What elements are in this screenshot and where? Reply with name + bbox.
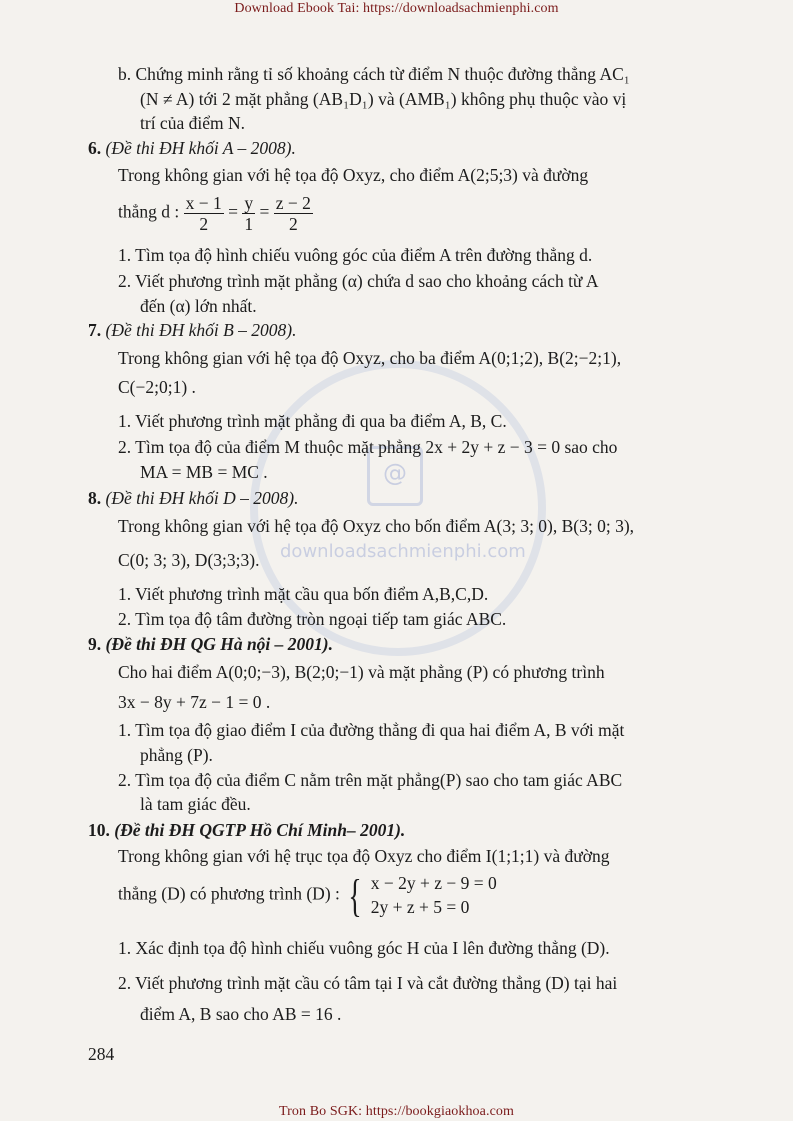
problem-number: 8. <box>88 488 102 508</box>
problem-source: (Đề thi ĐH khối D – 2008). <box>105 488 299 508</box>
system-brace: { <box>348 869 362 921</box>
text-line: 2. Viết phương trình mặt phẳng (α) chứa d sao cho khoảng cách từ A <box>118 271 599 291</box>
text-line: Trong không gian với hệ tọa độ Oxyz, cho điểm A(2;5;3) và đường <box>118 165 589 185</box>
text-line: 1. Xác định tọa độ hình chiếu vuông góc H của I lên đường thẳng (D). <box>118 938 610 958</box>
watermark-at-icon: @ <box>367 446 423 506</box>
equation-line: thẳng d : $\frac{x - 1}{2}$ = $\frac{y}{1}$ = $\frac{z - 2}{2}$ <box>118 193 311 235</box>
text-line: 2. Viết phương trình mặt cầu có tâm tại I và cắt đường thẳng (D) tại hai <box>118 973 618 993</box>
problem-source: (Đề thi ĐH khối A – 2008). <box>105 138 296 158</box>
problem-number: 6. <box>88 138 102 158</box>
text-line: 1. Viết phương trình mặt phẳng đi qua ba điểm A, B, C. <box>118 411 507 431</box>
text-line: MA = MB = MC . <box>140 462 268 482</box>
problem-number: 9. <box>88 634 102 654</box>
text-line: điểm A, B sao cho AB = 16 . <box>140 1004 342 1024</box>
text-line: 2. Tìm tọa độ của điểm C nằm trên mặt phẳng(P) sao cho tam giác ABC <box>118 770 623 790</box>
text-line: Cho hai điểm A(0;0;−3), B(2;0;−1) và mặt phẳng (P) có phương trình <box>118 662 605 682</box>
text-line: đến (α) lớn nhất. <box>140 296 257 316</box>
fraction: $\frac{z - 2}{2}$ <box>275 193 311 235</box>
problem-source: (Đề thi ĐH khối B – 2008). <box>105 320 297 340</box>
text-line: 3x − 8y + 7z − 1 = 0 . <box>118 692 271 712</box>
problem-number: 7. <box>88 320 102 340</box>
text-line: Trong không gian với hệ trục tọa độ Oxyz cho điểm I(1;1;1) và đường <box>118 846 610 866</box>
text-line: trí của điểm N. <box>140 113 245 133</box>
problem-8-heading <box>88 488 298 509</box>
text-line: C(0; 3; 3), D(3;3;3). <box>118 550 260 570</box>
page-footer-link[interactable]: Tron Bo SGK: https://bookgiaokhoa.com <box>279 1104 514 1119</box>
text-line: 1. Viết phương trình mặt cầu qua bốn điểm A,B,C,D. <box>118 584 489 604</box>
equation-system: x − 2y + z − 9 = 0 2y + z + 5 = 0 <box>370 873 497 917</box>
problem-7-heading <box>88 320 297 341</box>
watermark-text: downloadsachmienphi.com <box>280 541 526 562</box>
equation-line <box>118 869 497 921</box>
text-line: thẳng (D) có phương trình (D) : <box>118 883 340 904</box>
fraction: $\frac{x - 1}{2}$ <box>185 193 222 235</box>
text-line: C(−2;0;1) . <box>118 377 196 397</box>
text-line: 1. Tìm tọa độ giao điểm I của đường thẳng đi qua hai điểm A, B với mặt <box>118 720 625 740</box>
text-line: 2. Tìm tọa độ của điểm M thuộc mặt phẳng 2x + 2y + z − 3 = 0 sao cho <box>118 437 618 457</box>
problem-source: (Đề thi ĐH QGTP Hồ Chí Minh– 2001). <box>114 820 406 840</box>
text-line: Trong không gian với hệ tọa độ Oxyz cho bốn điểm A(3; 3; 0), B(3; 0; 3), <box>118 516 635 536</box>
text-line: (N ≠ A) tới 2 mặt phẳng (AB₁D₁) và (AMB₁) không phụ thuộc vào vị <box>140 89 627 109</box>
page-header-link[interactable]: Download Ebook Tai: https://downloadsachmienphi.com <box>234 1 559 16</box>
page-number: 284 <box>88 1044 115 1064</box>
text-line: thẳng d : <box>118 201 180 222</box>
text-line: 2. Tìm tọa độ tâm đường tròn ngoại tiếp tam giác ABC. <box>118 609 507 629</box>
problem-9-heading <box>88 634 333 655</box>
text-line: Trong không gian với hệ tọa độ Oxyz, cho ba điểm A(0;1;2), B(2;−2;1), <box>118 348 622 368</box>
problem-6-heading <box>88 138 296 159</box>
text-line: phẳng (P). <box>140 745 213 765</box>
problem-source: (Đề thi ĐH QG Hà nội – 2001). <box>105 634 333 654</box>
text-line: 1. Tìm tọa độ hình chiếu vuông góc của điểm A trên đường thẳng d. <box>118 245 593 265</box>
problem-10-heading <box>88 820 405 841</box>
text-line: b. Chứng minh rằng tỉ số khoảng cách từ điểm N thuộc đường thẳng AC₁ <box>118 64 630 84</box>
text-line: là tam giác đều. <box>140 794 251 814</box>
fraction: $\frac{y}{1}$ <box>244 193 254 235</box>
problem-number: 10. <box>88 820 110 840</box>
